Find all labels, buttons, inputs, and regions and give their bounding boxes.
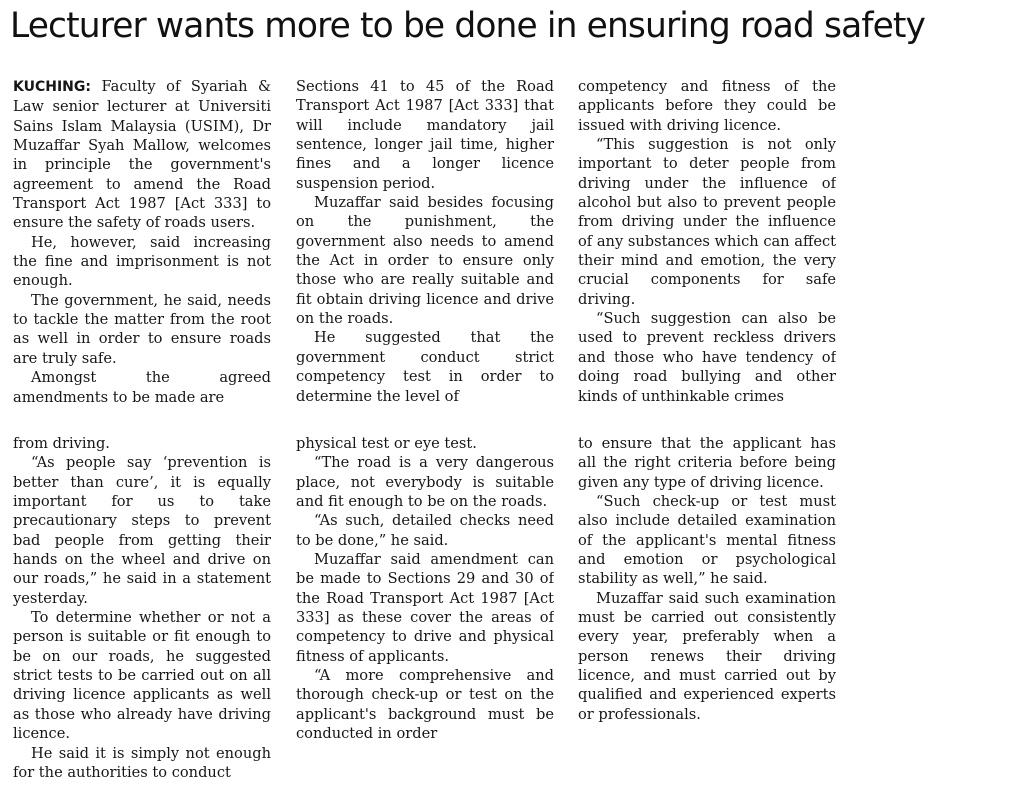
paragraph: competency and fitness of the applicants before they could be issued with driving licence. [578,78,836,134]
paragraph-text: Faculty of Syariah & Law senior lecturer at Universiti Sains Islam Malaysia (USIM), Dr Muzaffar Syah Mallow, welcomes in principle the government's agreement to amend the Road Transport Act 1987 [Act 333] to ensure the safety of roads users. [13,78,271,232]
paragraph: He said it is simply not enough for the authorities to conduct [13,744,271,781]
paragraph: physical test or eye test. [296,435,477,452]
paragraph: He suggested that the government conduct strict competency test in order to determine the level of [296,329,554,405]
paragraph: To determine whether or not a person is suitable or fit enough to be on our roads, he suggested strict tests to be carried out on all driving licence applicants as well as those who already have driving licence. [13,609,271,743]
column-3-top [578,77,836,427]
paragraph [13,77,271,233]
paragraph: to ensure that the applicant has all the right criteria before being given any type of driving licence. [578,435,836,491]
article-headline: Lecturer wants more to be done in ensuring road safety [10,6,926,46]
paragraph: “This suggestion is not only important to deter people from driving under the influence of alcohol but also to prevent people from driving under the influence of any substances which can affect their mind and emotion, the very crucial components for safe driving. [578,136,836,308]
paragraph: “The road is a very dangerous place, not everybody is suitable and fit enough to be on the roads. [296,454,554,511]
column-1-top [13,77,271,427]
column-2-bottom [296,434,554,784]
paragraph: The government, he said, needs to tackle the matter from the root as well in order to ensure roads are truly safe. [13,291,271,367]
paragraph: He, however, said increasing the fine and imprisonment is not enough. [13,233,271,290]
paragraph: Muzaffar said amendment can be made to Sections 29 and 30 of the Road Transport Act 1987 [Act 333] as these cover the areas of competency to drive and physical fitness of applicants. [296,551,554,665]
paragraph: “As people say ‘prevention is better than cure’, it is equally important for us to take precautionary steps to prevent bad people from getting their hands on the wheel and drive on our roads,” he said in a statement yesterday. [13,454,271,607]
paragraph: “A more comprehensive and thorough check-up or test on the applicant's background must be conducted in order [296,667,554,743]
paragraph: “Such check-up or test must also include detailed examination of the applicant's mental fitness and emotion or psychological stability as well,” he said. [578,493,836,588]
paragraph: “Such suggestion can also be used to prevent reckless drivers and those who have tendency of doing road bullying and other kinds of unthinkable crimes [578,310,836,405]
paragraph: Sections 41 to 45 of the Road Transport Act 1987 [Act 333] that will include mandatory jail sentence, longer jail time, higher fines and a longer licence suspension period. [296,78,554,192]
paragraph: Muzaffar said besides focusing on the punishment, the government also needs to amend the Act in order to ensure only those who are really suitable and fit obtain driving licence and drive on the roads. [296,194,554,328]
paragraph: “As such, detailed checks need to be done,” he said. [296,512,554,549]
column-3-bottom [578,434,836,784]
column-2-top [296,77,554,427]
dateline: KUCHING: [13,79,91,95]
paragraph: Amongst the agreed amendments to be made are [13,369,271,406]
column-1-bottom [13,434,271,784]
paragraph: from driving. [13,435,110,452]
paragraph: Muzaffar said such examination must be carried out consistently every year, preferably when a person renews their driving licence, and must carried out by qualified and experienced experts or professionals. [578,589,836,723]
